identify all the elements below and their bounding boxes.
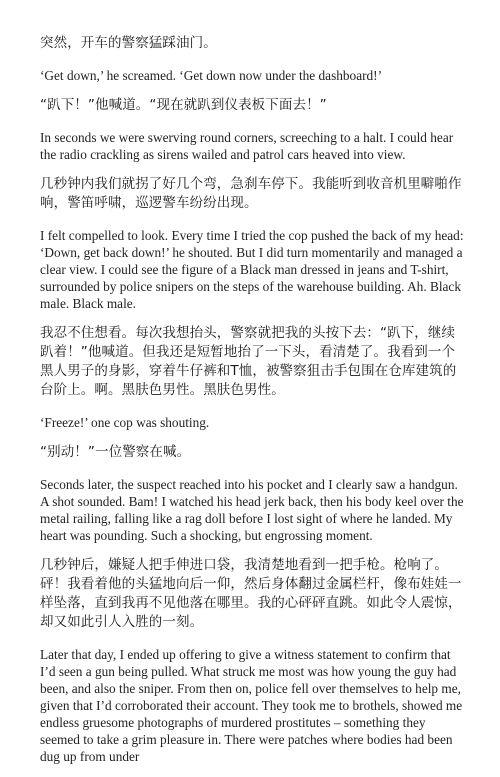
paragraph-zh-1: 突然，开车的警察猛踩油门。 [40, 35, 217, 51]
paragraph-zh-3: 几秒钟内我们就拐了好几个弯，急刹车停下。我能听到收音机里噼啪作响，警笛呼啸，巡逻警车纷纷出现。 [40, 176, 462, 211]
paragraph-en-4: ‘Freeze!’ one cop was shouting. [40, 415, 210, 430]
paragraph-en-3: I felt compelled to look. Every time I tried the cop pushed the back of my head: ‘Down, get back down!’ he shouted. But I did turn momentarily and managed a clear view. I could see the figure of a Black man dressed in jeans and T-shirt, surrounded by police snipers on the steps of the warehouse building. Ah. Black male. Black male. [40, 228, 464, 311]
paragraph-en-2: In seconds we were swerving round corners, screeching to a halt. I could hear the radio crackling as sirens wailed and patrol cars heaved into view. [40, 130, 454, 162]
paragraph-en-6: Later that day, I ended up offering to give a witness statement to confirm that I’d seen a gun being pulled. What struck me most was how young the guy had been, and also the sniper. From then on, police fell over themselves to help me, given that I’d corroborated their account. They took me to brothels, showed me endless gruesome photographs of murdered prostitutes – something they seemed to take a grim pleasure in. There were patches where bodies had been dug up from under [40, 647, 463, 764]
paragraph-zh-4: 我忍不住想看。每次我想抬头，警察就把我的头按下去：“趴下，继续趴着！”他喊道。但我还是短暂地抬了一下头，看清楚了。我看到一个黑人男子的身影，穿着牛仔裤和T恤，被警察狙击手包围在仓库建筑的台阶上。啊。黑肤色男性。黑肤色男性。 [40, 325, 457, 398]
document-page [40, 34, 468, 777]
paragraph-zh-2: “趴下！”他喊道。“现在就趴到仪表板下面去！” [40, 97, 327, 113]
paragraph-zh-6: 几秒钟后，嫌疑人把手伸进口袋，我清楚地看到一把手枪。枪响了。砰！我看着他的头猛地向后一仰，然后身体翻过金属栏杆，像布娃娃一样坠落，直到我再不见他落在哪里。我的心砰砰直跳。如此令人震惊，却又如此引人入胜的一刻。 [40, 557, 462, 630]
paragraph-en-5: Seconds later, the suspect reached into his pocket and I clearly saw a handgun. A shot sounded. Bam! I watched his head jerk back, then his body keel over the metal railing, falling like a rag doll before I lost sight of where he landed. My heart was pounding. Such a shocking, but engrossing moment. [40, 477, 464, 543]
paragraph-zh-5: “别动！”一位警察在喊。 [40, 444, 191, 460]
paragraph-en-1: ‘Get down,’ he screamed. ‘Get down now under the dashboard!’ [40, 68, 383, 83]
